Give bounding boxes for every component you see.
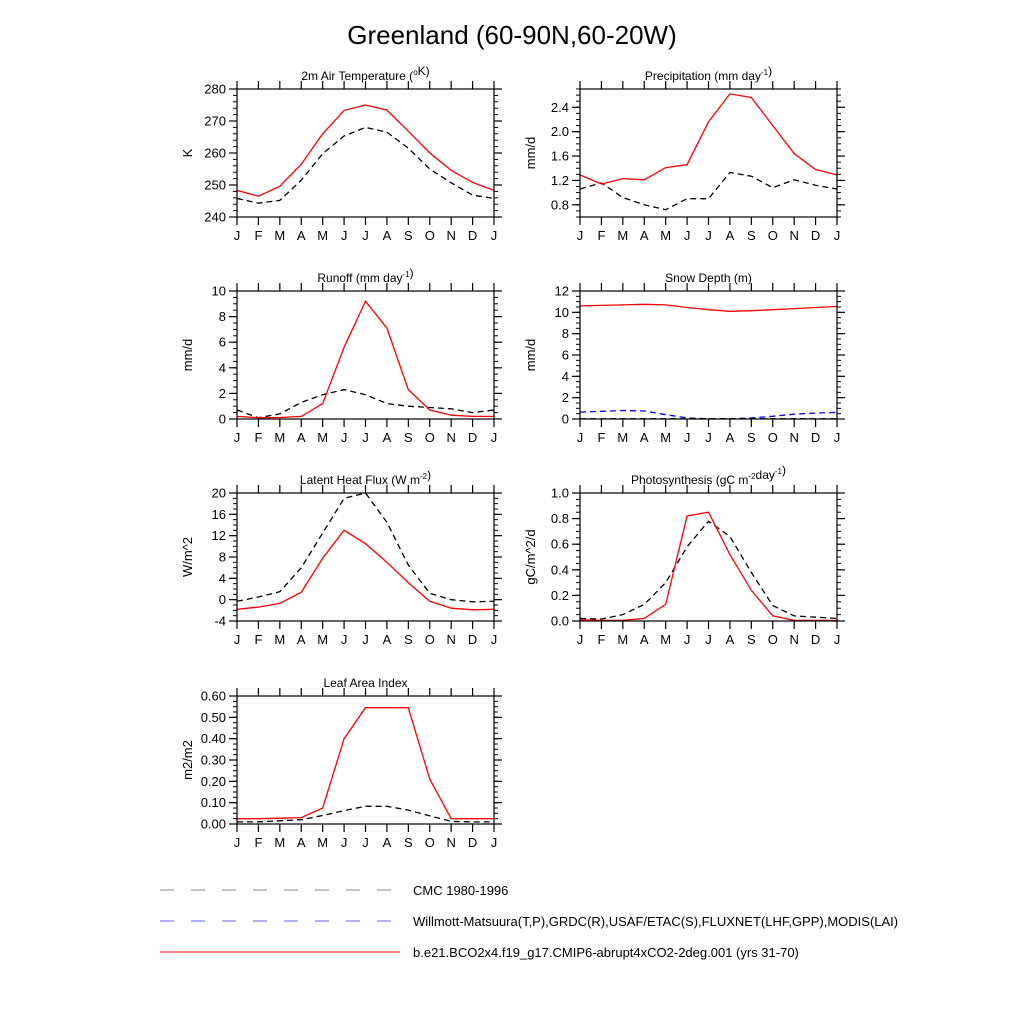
- x-tick-label: S: [746, 430, 756, 445]
- title-part: Photosynthesis (gC m: [631, 473, 749, 487]
- x-tick-label: M: [617, 430, 629, 445]
- y-tick-label: 0: [218, 411, 226, 427]
- x-tick-label: D: [467, 835, 478, 850]
- x-tick-label: F: [597, 632, 606, 647]
- y-tick-label: 2.4: [550, 99, 569, 115]
- y-tick-label: 10: [554, 304, 569, 320]
- x-tick-label: M: [617, 632, 629, 647]
- series-line-model: [237, 530, 494, 610]
- x-tick-label: A: [639, 430, 649, 445]
- x-tick-label: A: [382, 430, 392, 445]
- series-line-obs: [237, 127, 494, 203]
- x-tick-label: J: [362, 430, 369, 445]
- legend: [160, 883, 898, 960]
- plot-frame: [580, 89, 837, 217]
- y-axis-label: mm/d: [523, 136, 538, 170]
- series-line-obs: [237, 390, 494, 418]
- y-tick-label: 12: [554, 283, 569, 299]
- x-tick-label: D: [467, 430, 478, 445]
- title-part: -1: [774, 467, 782, 476]
- legend-label-1: Willmott-Matsuura(T,P),GRDC(R),USAF/ETAC(S),FLUXNET(LHF,GPP),MODIS(LAI): [413, 914, 899, 929]
- x-tick-label: A: [725, 430, 735, 445]
- panel-6: [180, 676, 502, 850]
- y-tick-label: 0: [561, 411, 569, 427]
- x-tick-label: M: [617, 228, 629, 243]
- x-tick-label: A: [639, 632, 649, 647]
- y-tick-label: 0.20: [200, 773, 226, 789]
- series-line-obs: [580, 521, 837, 619]
- x-tick-label: J: [362, 228, 369, 243]
- title-part: -2: [748, 472, 756, 481]
- title-part: Leaf Area Index: [323, 676, 408, 690]
- x-tick-label: N: [789, 430, 799, 445]
- x-tick-label: N: [446, 632, 456, 647]
- x-tick-label: N: [446, 430, 456, 445]
- y-tick-label: 250: [204, 177, 226, 193]
- x-tick-label: J: [340, 835, 348, 850]
- y-tick-label: 16: [211, 506, 226, 522]
- x-tick-label: M: [660, 228, 672, 243]
- y-tick-label: 2.0: [550, 124, 569, 140]
- series-line-model: [237, 105, 494, 196]
- title-part: -1: [402, 270, 410, 279]
- x-tick-label: J: [833, 430, 841, 445]
- x-tick-label: M: [660, 430, 672, 445]
- series-line-obs-usaf: [580, 411, 837, 419]
- x-tick-label: S: [746, 228, 756, 243]
- x-tick-label: D: [810, 632, 821, 647]
- series-line-model: [580, 94, 837, 184]
- panel-title: [301, 64, 429, 83]
- y-axis-label: gC/m^2/d: [523, 529, 538, 585]
- legend-label-2: b.e21.BCO2x4.f19_g17.CMIP6-abrupt4xCO2-2deg.001 (yrs 31-70): [413, 945, 799, 960]
- y-tick-label: 6: [561, 347, 569, 363]
- plot-frame: [237, 696, 494, 824]
- y-tick-label: 4: [218, 360, 226, 376]
- figure-title: Greenland (60-90N,60-20W): [347, 20, 677, 50]
- panel-title: [631, 463, 786, 487]
- y-tick-label: 0.8: [550, 511, 569, 527]
- x-tick-label: J: [490, 430, 498, 445]
- x-tick-label: J: [683, 228, 691, 243]
- x-tick-label: J: [490, 228, 498, 243]
- x-tick-label: M: [274, 430, 286, 445]
- legend-label-0: CMC 1980-1996: [413, 883, 509, 898]
- y-tick-label: 0.50: [200, 709, 226, 725]
- plot-frame: [237, 291, 494, 419]
- y-tick-label: 0.2: [550, 587, 569, 603]
- y-tick-label: 270: [204, 113, 226, 129]
- y-axis-label: mm/d: [523, 338, 538, 372]
- x-tick-label: O: [424, 632, 435, 647]
- x-tick-label: S: [403, 228, 413, 243]
- x-tick-label: A: [382, 228, 392, 243]
- x-tick-label: J: [233, 632, 241, 647]
- panel-title: [300, 468, 431, 487]
- x-tick-label: N: [789, 632, 799, 647]
- series-line-obs: [580, 173, 837, 210]
- panel-1: [523, 64, 845, 243]
- title-part: ): [409, 266, 414, 280]
- title-part: Precipitation (mm day: [644, 69, 761, 83]
- x-tick-label: A: [382, 632, 392, 647]
- x-tick-label: J: [340, 430, 348, 445]
- title-part: Snow Depth (m): [665, 271, 752, 285]
- panel-4: [180, 468, 502, 647]
- y-tick-label: 0.6: [550, 536, 569, 552]
- y-tick-label: -4: [214, 613, 226, 629]
- y-tick-label: 1.0: [550, 485, 569, 501]
- y-tick-label: 2: [218, 385, 226, 401]
- x-tick-label: O: [424, 430, 435, 445]
- x-tick-label: J: [362, 835, 369, 850]
- series-line-model: [237, 708, 494, 819]
- x-tick-label: J: [833, 632, 841, 647]
- x-tick-label: J: [705, 430, 712, 445]
- y-tick-label: 12: [211, 528, 226, 544]
- y-tick-label: 0.00: [200, 816, 226, 832]
- x-tick-label: M: [317, 228, 329, 243]
- x-tick-label: O: [424, 228, 435, 243]
- panel-2: [180, 266, 502, 445]
- title-part: 2m Air Temperature (: [301, 69, 414, 83]
- plot-frame: [237, 493, 494, 621]
- x-tick-label: F: [254, 430, 263, 445]
- x-tick-label: A: [725, 632, 735, 647]
- x-tick-label: A: [725, 228, 735, 243]
- panel-3: [523, 271, 845, 445]
- series-line-obs: [237, 806, 494, 822]
- x-tick-label: D: [467, 228, 478, 243]
- y-axis-label: K: [180, 148, 195, 158]
- x-tick-label: J: [490, 632, 498, 647]
- x-tick-label: J: [705, 228, 712, 243]
- x-tick-label: F: [254, 835, 263, 850]
- panel-title: [317, 266, 413, 285]
- x-tick-label: J: [490, 835, 498, 850]
- panel-title: [645, 64, 772, 83]
- title-part: Runoff (mm day: [317, 271, 403, 285]
- y-tick-label: 280: [204, 81, 226, 97]
- title-part: -1: [760, 68, 769, 77]
- x-tick-label: M: [317, 632, 329, 647]
- x-tick-label: J: [233, 228, 241, 243]
- series-line-model: [580, 512, 837, 620]
- x-tick-label: M: [660, 632, 672, 647]
- x-tick-label: O: [767, 228, 778, 243]
- x-tick-label: A: [296, 632, 306, 647]
- y-tick-label: 0.60: [200, 688, 226, 704]
- y-tick-label: 4: [561, 368, 569, 384]
- x-tick-label: F: [254, 632, 263, 647]
- x-tick-label: D: [467, 632, 478, 647]
- series-line-model: [237, 301, 494, 418]
- plot-frame: [237, 89, 494, 217]
- y-tick-label: 0.10: [200, 795, 226, 811]
- title-part: ): [427, 468, 432, 482]
- y-tick-label: 1.6: [550, 148, 569, 164]
- x-tick-label: N: [789, 228, 799, 243]
- x-tick-label: O: [767, 430, 778, 445]
- x-tick-label: J: [340, 228, 348, 243]
- y-tick-label: 0.30: [200, 752, 226, 768]
- x-tick-label: F: [254, 228, 263, 243]
- y-tick-label: 1.2: [550, 172, 569, 188]
- x-tick-label: J: [683, 632, 691, 647]
- title-part: o: [413, 68, 418, 77]
- y-tick-label: 4: [218, 570, 226, 586]
- title-part: day: [755, 468, 775, 482]
- panel-title: [665, 271, 752, 285]
- x-tick-label: J: [233, 835, 241, 850]
- y-tick-label: 0.8: [550, 197, 569, 213]
- x-tick-label: A: [296, 228, 306, 243]
- x-tick-label: M: [317, 835, 329, 850]
- x-tick-label: J: [576, 228, 584, 243]
- x-tick-label: A: [296, 430, 306, 445]
- y-tick-label: 2: [561, 390, 569, 406]
- x-tick-label: F: [597, 228, 606, 243]
- y-tick-label: 0.4: [550, 562, 569, 578]
- x-tick-label: M: [317, 430, 329, 445]
- panel-title: [323, 676, 407, 690]
- title-part: -2: [419, 472, 428, 481]
- x-tick-label: F: [597, 430, 606, 445]
- y-axis-label: m2/m2: [180, 740, 195, 780]
- x-tick-label: N: [446, 228, 456, 243]
- x-tick-label: A: [296, 835, 306, 850]
- x-tick-label: J: [340, 632, 348, 647]
- y-tick-label: 0: [218, 592, 226, 608]
- x-tick-label: J: [576, 430, 584, 445]
- title-part: Latent Heat Flux (W m: [299, 473, 420, 487]
- x-tick-label: A: [639, 228, 649, 243]
- y-tick-label: 8: [218, 549, 226, 565]
- x-tick-label: M: [274, 632, 286, 647]
- x-tick-label: J: [576, 632, 584, 647]
- series-line-model: [580, 304, 837, 311]
- panel-0: [180, 64, 502, 243]
- y-tick-label: 240: [204, 209, 226, 225]
- y-tick-label: 6: [218, 334, 226, 350]
- x-tick-label: O: [424, 835, 435, 850]
- y-tick-label: 10: [211, 283, 226, 299]
- x-tick-label: M: [274, 835, 286, 850]
- x-tick-label: O: [767, 632, 778, 647]
- y-tick-label: 8: [218, 309, 226, 325]
- title-part: ): [782, 463, 786, 477]
- x-tick-label: M: [274, 228, 286, 243]
- x-tick-label: A: [382, 835, 392, 850]
- x-tick-label: S: [403, 632, 413, 647]
- x-tick-label: J: [833, 228, 841, 243]
- x-tick-label: J: [683, 430, 691, 445]
- x-tick-label: D: [810, 228, 821, 243]
- x-tick-label: J: [233, 430, 241, 445]
- title-part: ): [768, 64, 773, 78]
- x-tick-label: J: [362, 632, 369, 647]
- x-tick-label: S: [746, 632, 756, 647]
- y-tick-label: 20: [211, 485, 226, 501]
- series-line-obs: [237, 493, 494, 602]
- x-tick-label: S: [403, 835, 413, 850]
- y-tick-label: 0.0: [550, 613, 569, 629]
- x-tick-label: J: [705, 632, 712, 647]
- title-part: K): [417, 64, 430, 78]
- x-tick-label: N: [446, 835, 456, 850]
- y-tick-label: 0.40: [200, 731, 226, 747]
- y-tick-label: 8: [561, 326, 569, 342]
- y-tick-label: 260: [204, 145, 226, 161]
- y-axis-label: W/m^2: [180, 536, 195, 578]
- x-tick-label: D: [810, 430, 821, 445]
- y-axis-label: mm/d: [180, 338, 195, 372]
- panel-5: [523, 463, 845, 647]
- x-tick-label: S: [403, 430, 413, 445]
